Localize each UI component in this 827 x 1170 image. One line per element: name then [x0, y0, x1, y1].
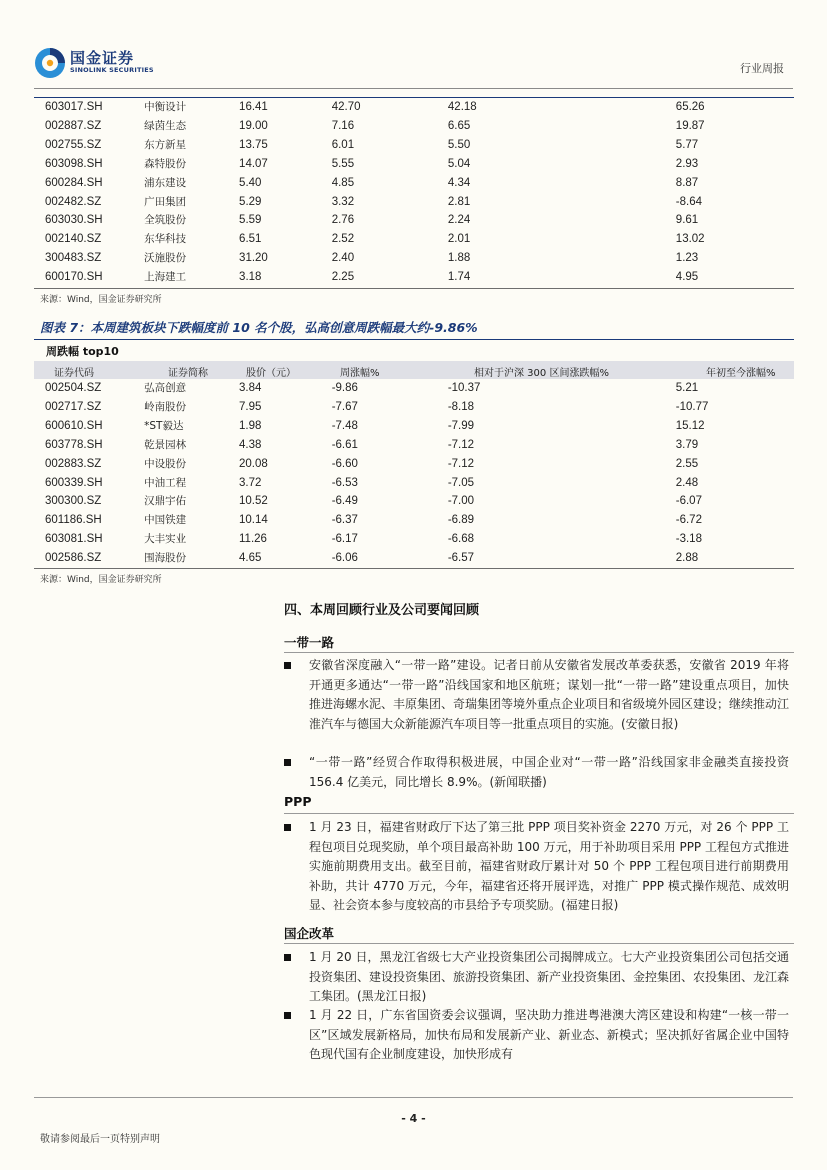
news-item	[284, 818, 789, 916]
section-title: 四、本周回顾行业及公司要闻回顾	[284, 603, 480, 618]
cell-code: 002586.SZ	[45, 552, 102, 565]
cell-price: 6.51	[239, 233, 262, 246]
cell-relative-change: 42.18	[447, 101, 477, 113]
cell-name: 东方新星	[144, 138, 187, 151]
table-row	[34, 230, 794, 249]
table-source-note: 来源：Wind，国金证券研究所	[40, 575, 162, 585]
cell-relative-change: 2.24	[447, 214, 471, 227]
cell-price: 5.59	[239, 214, 262, 227]
cell-ytd-change: 8.87	[675, 176, 699, 189]
cell-relative-change: -6.57	[447, 552, 475, 565]
table-row	[34, 398, 794, 417]
news-item	[284, 948, 789, 1007]
cell-code: 603017.SH	[45, 101, 103, 113]
cell-ytd-change: 19.87	[675, 119, 705, 132]
column-header-row	[34, 361, 794, 379]
bullet-square-icon	[284, 662, 291, 669]
cell-relative-change: -10.37	[447, 382, 481, 394]
figure-title-rule	[34, 339, 794, 340]
cell-weekly-change: 2.76	[331, 214, 355, 227]
cell-name: 中油工程	[144, 476, 187, 489]
col-header-ytd-change: 年初至今涨幅%	[706, 368, 776, 379]
news-text: 安徽省深度融入“一带一路”建设。记者日前从安徽省发展改革委获悉，安徽省 2019 年将开通更多通达“一带一路”沿线国家和地区航班；谋划一批“一带一路”建设重点项目，加快推进海螺水泥、丰原集团、奇瑞集团等境外重点企业项目和省级境外园区建设；继续推动江淮汽车与德国大众新能源汽车项目等一批重点项目的实施。(安徽日报)	[309, 658, 790, 731]
cell-weekly-change: -7.48	[331, 419, 358, 432]
table-row	[34, 455, 794, 474]
cell-ytd-change: 1.23	[675, 252, 699, 265]
cell-ytd-change: 4.95	[675, 271, 699, 284]
cell-code: 002755.SZ	[45, 138, 102, 151]
figure-7-title: 图表 7：本周建筑板块下跌幅度前 10 名个股，弘高创意周跌幅最大约-9.86%	[40, 320, 478, 335]
col-header-price: 股价（元）	[246, 368, 296, 379]
cell-code: 300483.SZ	[45, 252, 102, 265]
table-row	[34, 136, 794, 155]
page-header	[0, 0, 827, 92]
cell-relative-change: -7.99	[447, 419, 475, 432]
cell-relative-change: 6.65	[447, 119, 471, 132]
cell-price: 3.18	[239, 271, 262, 284]
cell-relative-change: 5.04	[447, 157, 471, 170]
table-row	[34, 530, 794, 549]
cell-code: 002887.SZ	[45, 119, 102, 132]
brand-name-en: SINOLINK SECURITIES	[70, 66, 154, 74]
cell-code: 002140.SZ	[45, 233, 102, 246]
table-row	[34, 117, 794, 136]
cell-weekly-change: 5.55	[331, 157, 355, 170]
cell-name: 乾景园林	[144, 438, 187, 451]
cell-ytd-change: 2.93	[675, 157, 699, 170]
cell-weekly-change: 2.40	[331, 252, 355, 265]
table-bottom-rule	[34, 568, 794, 569]
cell-name: 围海股份	[144, 552, 187, 565]
cell-code: 002482.SZ	[45, 195, 102, 208]
cell-price: 4.38	[239, 438, 262, 451]
cell-weekly-change: -6.61	[331, 438, 358, 451]
cell-code: 601186.SH	[45, 514, 102, 527]
cell-price: 10.52	[239, 495, 268, 508]
table-row	[34, 211, 794, 230]
table-row	[34, 174, 794, 193]
news-item	[284, 753, 789, 792]
cell-price: 31.20	[239, 252, 268, 265]
footer-divider	[34, 1097, 793, 1098]
cell-relative-change: -7.12	[447, 457, 475, 470]
news-text: 1 月 20 日，黑龙江省级七大产业投资集团公司揭牌成立。七大产业投资集团公司包括交通投资集团、建设投资集团、旅游投资集团、新产业投资集团、金控集团、农投集团、龙江森工集团。(黑龙江日报)	[309, 950, 790, 1003]
cell-relative-change: 2.01	[447, 233, 471, 246]
cell-name: 中国铁建	[144, 514, 187, 527]
table-row	[34, 417, 794, 436]
cell-name: 浦东建设	[144, 176, 187, 189]
cell-ytd-change: -3.18	[675, 533, 702, 546]
cell-code: 600170.SH	[45, 271, 103, 284]
cell-name: *ST毅达	[144, 419, 184, 432]
cell-relative-change: -7.00	[447, 495, 475, 508]
cell-code: 603098.SH	[45, 157, 103, 170]
cell-name: 东华科技	[144, 233, 187, 246]
cell-name: 弘高创意	[144, 382, 187, 394]
table-bottom-rule	[34, 288, 794, 289]
cell-code: 603778.SH	[45, 438, 103, 451]
subhead-soe-reform: 国企改革	[284, 926, 335, 941]
table-row	[34, 511, 794, 530]
cell-ytd-change: 3.79	[675, 438, 699, 451]
cell-ytd-change: -6.72	[675, 514, 702, 527]
cell-ytd-change: 5.21	[675, 382, 699, 394]
cell-weekly-change: -9.86	[331, 382, 358, 394]
subhead-belt-and-road: 一带一路	[284, 635, 335, 650]
col-header-name: 证券简称	[168, 368, 208, 379]
cell-ytd-change: -8.64	[675, 195, 703, 208]
cell-weekly-change: -6.17	[331, 533, 358, 546]
cell-price: 13.75	[239, 138, 268, 151]
cell-weekly-change: -7.67	[331, 400, 358, 413]
col-header-relative-change: 相对于沪深 300 区间涨跌幅%	[474, 368, 609, 379]
cell-name: 沃施股份	[144, 252, 187, 265]
cell-code: 600339.SH	[45, 476, 103, 489]
cell-ytd-change: 2.55	[675, 457, 699, 470]
cell-relative-change: 5.50	[447, 138, 471, 151]
cell-name: 中衡设计	[144, 101, 187, 113]
cell-ytd-change: 9.61	[675, 214, 699, 227]
cell-ytd-change: -10.77	[675, 400, 709, 413]
cell-code: 002883.SZ	[45, 457, 102, 470]
cell-name: 绿茵生态	[144, 119, 187, 132]
page-number: - 4 -	[401, 1112, 426, 1125]
table-row	[34, 549, 794, 568]
cell-ytd-change: 65.26	[675, 101, 705, 113]
news-item	[284, 656, 789, 734]
cell-weekly-change: 2.25	[331, 271, 355, 284]
cell-relative-change: 4.34	[447, 176, 471, 189]
weekly-decliners-table	[34, 379, 794, 568]
cell-relative-change: -7.12	[447, 438, 475, 451]
cell-name: 上海建工	[144, 271, 187, 284]
cell-relative-change: -8.18	[447, 400, 475, 413]
cell-name: 森特股份	[144, 157, 187, 170]
table-subtitle: 周跌幅 top10	[46, 345, 119, 358]
cell-weekly-change: 42.70	[331, 101, 361, 113]
cell-price: 16.41	[239, 101, 268, 113]
disclaimer-note: 敬请参阅最后一页特别声明	[40, 1134, 160, 1145]
table-row	[34, 492, 794, 511]
cell-price: 1.98	[239, 419, 262, 432]
cell-relative-change: 2.81	[447, 195, 471, 208]
cell-weekly-change: -6.60	[331, 457, 358, 470]
cell-price: 5.29	[239, 195, 262, 208]
cell-code: 600284.SH	[45, 176, 103, 189]
bullet-square-icon	[284, 1012, 291, 1019]
cell-price: 3.72	[239, 476, 262, 489]
cell-code: 002504.SZ	[45, 382, 102, 394]
brand-name-cn: 国金证券	[70, 49, 135, 67]
cell-name: 大丰实业	[144, 533, 187, 546]
cell-name: 中设股份	[144, 457, 187, 470]
cell-ytd-change: 13.02	[675, 233, 705, 246]
cell-weekly-change: 2.52	[331, 233, 355, 246]
cell-price: 11.26	[239, 533, 267, 546]
cell-weekly-change: 7.16	[331, 119, 355, 132]
cell-relative-change: 1.88	[447, 252, 471, 265]
table-row	[34, 98, 794, 117]
cell-ytd-change: 2.88	[675, 552, 699, 565]
news-text: 1 月 23 日，福建省财政厅下达了第三批 PPP 项目奖补资金 2270 万元，对 26 个 PPP 工程包项目兑现奖励，单个项目最高补助 100 万元，用于补助项目采用 PPP 工程包方式推进实施前期费用支出。截至目前，福建省财政厅累计对 50 个 PPP 工程包项目进行前期费用补助，共计 4770 万元，今年，福建省还将开展评选，对推广 PPP 模式操作规范、成效明显、社会资本参与度较高的市县给予专项奖励。(福建日报)	[309, 820, 789, 912]
document-type: 行业周报	[740, 62, 784, 75]
table-row	[34, 249, 794, 268]
table-source-note: 来源：Wind，国金证券研究所	[40, 295, 162, 305]
cell-code: 002717.SZ	[45, 400, 102, 413]
cell-price: 4.65	[239, 552, 262, 565]
table-row	[34, 155, 794, 174]
cell-name: 广田集团	[144, 195, 187, 208]
subhead-divider	[284, 943, 794, 944]
cell-relative-change: 1.74	[447, 271, 471, 284]
subhead-ppp: PPP	[284, 794, 312, 809]
news-text: 1 月 22 日，广东省国资委会议强调，坚决助力推进粤港澳大湾区建设和构建“一核一带一区”区域发展新格局，加快布局和发展新产业、新业态、新模式；坚决抓好省属企业中国特色现代国有企业制度建设，加快形成有	[309, 1008, 789, 1061]
cell-weekly-change: 3.32	[331, 195, 355, 208]
bullet-square-icon	[284, 759, 291, 766]
col-header-code: 证券代码	[54, 368, 94, 379]
cell-price: 10.14	[239, 514, 268, 527]
cell-ytd-change: 2.48	[675, 476, 699, 489]
subhead-divider	[284, 652, 794, 653]
weekly-gainers-table	[34, 98, 794, 287]
cell-weekly-change: -6.37	[331, 514, 358, 527]
cell-weekly-change: 6.01	[331, 138, 355, 151]
cell-price: 3.84	[239, 382, 262, 394]
cell-ytd-change: 15.12	[675, 419, 705, 432]
bullet-square-icon	[284, 824, 291, 831]
cell-price: 19.00	[239, 119, 268, 132]
cell-weekly-change: -6.49	[331, 495, 358, 508]
cell-weekly-change: 4.85	[331, 176, 355, 189]
cell-price: 20.08	[239, 457, 268, 470]
news-text: “一带一路”经贸合作取得积极进展，中国企业对“一带一路”沿线国家非金融类直接投资 156.4 亿美元，同比增长 8.9%。(新闻联播)	[309, 755, 789, 789]
cell-code: 603030.SH	[45, 214, 103, 227]
table-row	[34, 193, 794, 212]
cell-ytd-change: -6.07	[675, 495, 702, 508]
cell-price: 7.95	[239, 400, 262, 413]
cell-relative-change: -6.68	[447, 533, 475, 546]
table-row	[34, 436, 794, 455]
cell-name: 岭南股份	[144, 400, 187, 413]
news-item	[284, 1006, 789, 1065]
header-divider	[34, 88, 793, 89]
table-row	[34, 379, 794, 398]
cell-weekly-change: -6.06	[331, 552, 358, 565]
cell-price: 5.40	[239, 176, 262, 189]
sinolink-logo-icon	[34, 47, 66, 79]
cell-code: 600610.SH	[45, 419, 103, 432]
cell-price: 14.07	[239, 157, 268, 170]
table-row	[34, 268, 794, 287]
subhead-divider	[284, 813, 794, 814]
cell-name: 全筑股份	[144, 214, 187, 227]
cell-code: 300300.SZ	[45, 495, 102, 508]
cell-relative-change: -6.89	[447, 514, 475, 527]
cell-name: 汉鼎宇佑	[144, 495, 187, 508]
cell-weekly-change: -6.53	[331, 476, 358, 489]
bullet-square-icon	[284, 954, 291, 961]
cell-ytd-change: 5.77	[675, 138, 699, 151]
cell-relative-change: -7.05	[447, 476, 475, 489]
table-row	[34, 474, 794, 493]
cell-code: 603081.SH	[45, 533, 103, 546]
col-header-weekly-change: 周涨幅%	[340, 368, 380, 379]
